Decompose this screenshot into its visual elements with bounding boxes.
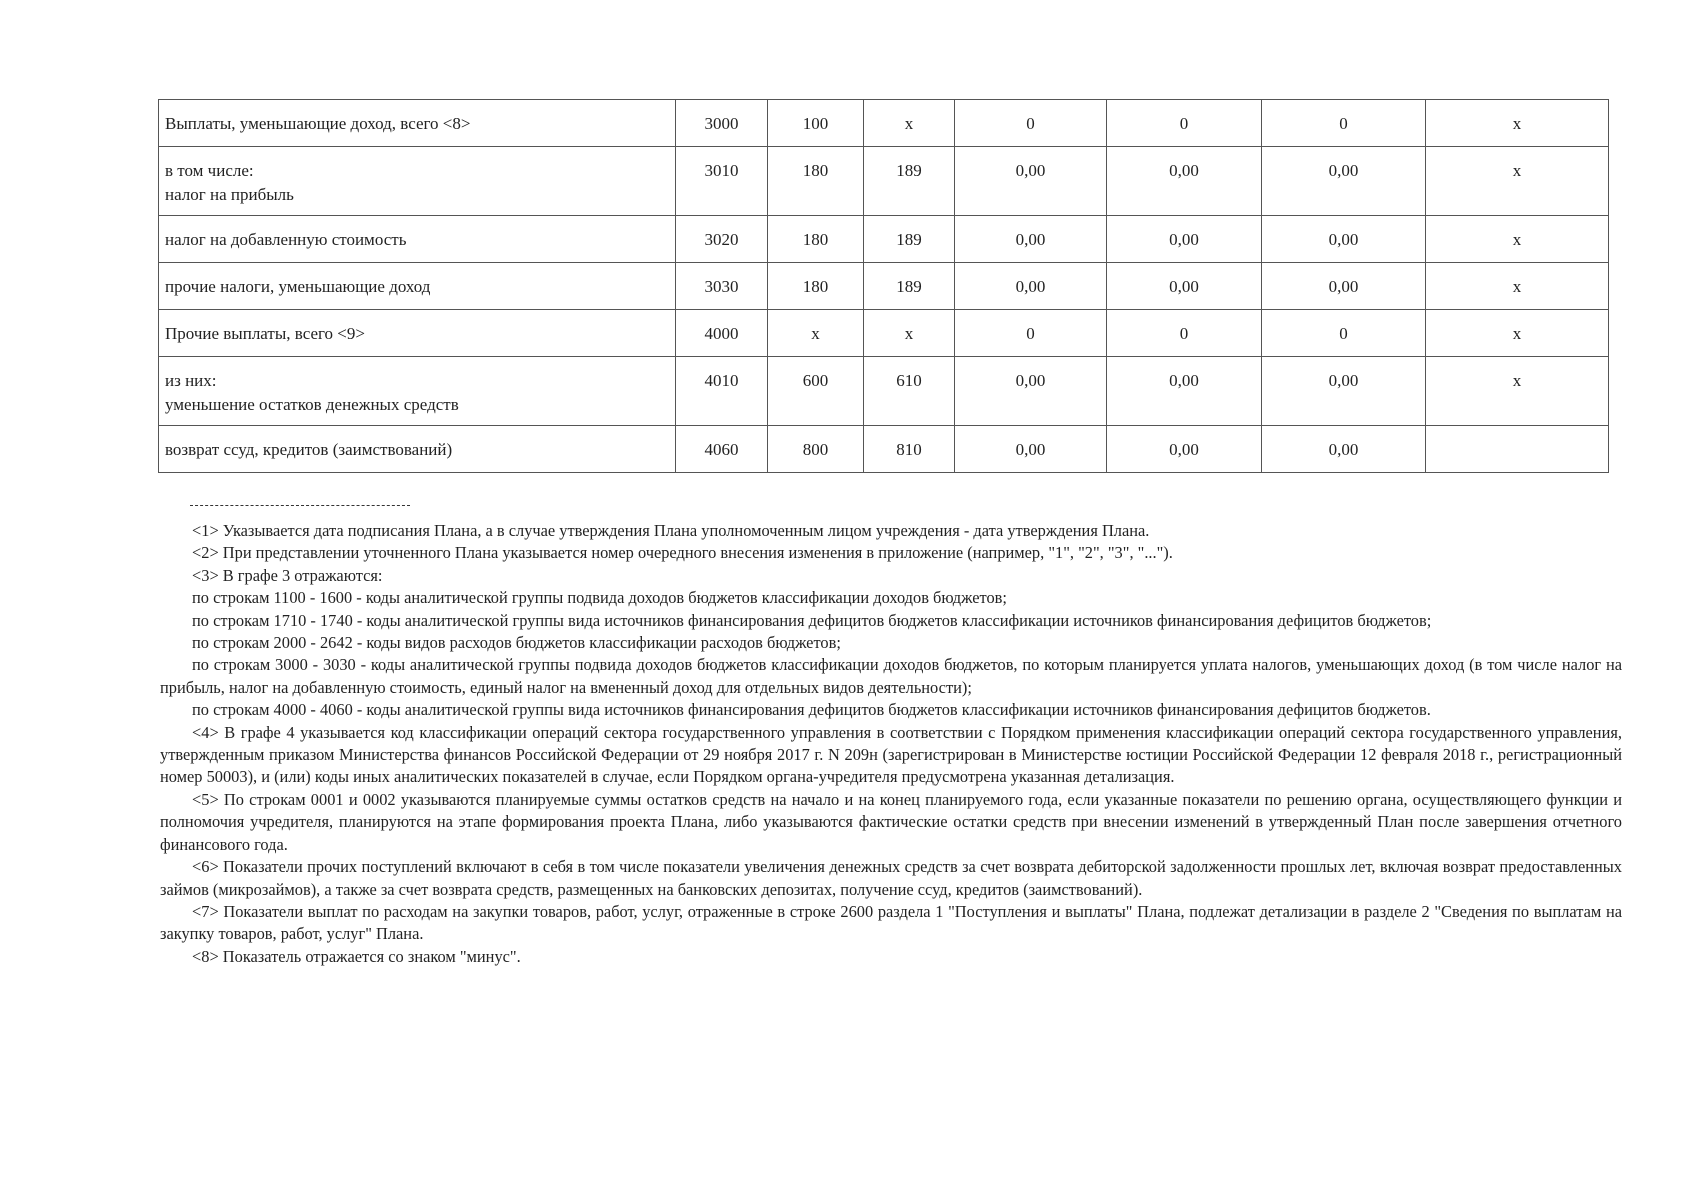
- footnote-5: <5> По строкам 0001 и 0002 указываются планируемые суммы остатков средств на начало и на конец планируемого года, если указанные показатели по решению органа, осуществляющего функции и полномочия учредителя, планируются на этапе формирования проекта Плана, либо указываются фактические остатки средств при внесении изменений в утвержденный План после завершения отчетного финансового года.: [160, 789, 1622, 854]
- row-name-cell: [159, 263, 676, 310]
- plan-table: [158, 99, 1609, 473]
- row-cell: 0,00: [955, 147, 1107, 216]
- row-cell: 800: [768, 426, 864, 473]
- row-cell: 0,00: [1107, 357, 1262, 426]
- footnote-4: <4> В графе 4 указывается код классификации операций сектора государственного управления в соответствии с Порядком применения классификации операций сектора государственного управления, утвержденным приказом Министерства финансов Российской Федерации от 29 ноября 2017 г. N 209н (зарегистрирован в Министерстве юстиции Российской Федерации 12 февраля 2018 г., регистрационный номер 50003), и (или) коды иных аналитических показателей в случае, если Порядком органа-учредителя предусмотрена указанная детализация.: [160, 722, 1622, 787]
- row-cell: x: [864, 100, 955, 147]
- table-row: [159, 147, 1609, 216]
- footnote-6: <6> Показатели прочих поступлений включают в себя в том числе показатели увеличения денежных средств за счет возврата дебиторской задолженности прошлых лет, включая возврат предоставленных займов (микрозаймов), а также за счет возврата средств, размещенных на банковских депозитах, получение ссуд, кредитов (заимствований).: [160, 857, 1622, 899]
- row-cell: 180: [768, 147, 864, 216]
- row-name-line: уменьшение остатков денежных средств: [165, 395, 459, 414]
- row-cell: x: [768, 310, 864, 357]
- row-code-cell: 4060: [676, 426, 768, 473]
- table-row: [159, 263, 1609, 310]
- footnote-7: <7> Показатели выплат по расходам на закупки товаров, работ, услуг, отраженные в строке 2600 раздела 1 "Поступления и выплаты" Плана, подлежат детализации в разделе 2 "Сведения по выплатам на закупку товаров, работ, услуг" Плана.: [160, 901, 1622, 944]
- row-cell: x: [1426, 263, 1609, 310]
- row-cell: 0,00: [1107, 426, 1262, 473]
- row-name-cell: [159, 426, 676, 473]
- row-cell: x: [1426, 310, 1609, 357]
- row-cell: x: [864, 310, 955, 357]
- row-name-cell: [159, 310, 676, 357]
- table-row: [159, 100, 1609, 147]
- footnote-3-item: по строкам 4000 - 4060 - коды аналитической группы вида источников финансирования дефицитов бюджетов классификации источников финансирования дефицитов бюджетов.: [192, 700, 1431, 720]
- row-cell: 0,00: [955, 357, 1107, 426]
- row-code-cell: 3000: [676, 100, 768, 147]
- row-name-line: в том числе:: [165, 161, 254, 180]
- footnote-separator: [190, 505, 410, 506]
- row-cell: 0: [1262, 310, 1426, 357]
- row-name-cell: [159, 216, 676, 263]
- row-cell: x: [1426, 147, 1609, 216]
- row-name-cell: [159, 147, 676, 216]
- row-name-cell: [159, 357, 676, 426]
- row-name-line: Выплаты, уменьшающие доход, всего <8>: [165, 114, 471, 133]
- row-name-line: из них:: [165, 371, 217, 390]
- plan-table-body: [159, 100, 1609, 473]
- row-cell: x: [1426, 100, 1609, 147]
- row-name-line: возврат ссуд, кредитов (заимствований): [165, 440, 453, 459]
- footnotes: [160, 520, 1622, 968]
- row-cell: x: [1426, 357, 1609, 426]
- row-cell: 0,00: [1262, 263, 1426, 310]
- row-cell: 0,00: [1107, 147, 1262, 216]
- row-cell: 0,00: [1107, 216, 1262, 263]
- table-row: [159, 426, 1609, 473]
- row-cell: 0,00: [1262, 426, 1426, 473]
- footnote-3-item: по строкам 2000 - 2642 - коды видов расходов бюджетов классификации расходов бюджетов;: [192, 633, 841, 653]
- row-cell: 0,00: [1262, 216, 1426, 263]
- row-cell: 180: [768, 263, 864, 310]
- row-cell: 189: [864, 147, 955, 216]
- table-row: [159, 310, 1609, 357]
- row-cell: 0: [1262, 100, 1426, 147]
- row-cell: 0: [1107, 100, 1262, 147]
- row-cell: 0: [955, 100, 1107, 147]
- row-cell: 0: [955, 310, 1107, 357]
- footnote-3-item: по строкам 3000 - 3030 - коды аналитической группы подвида доходов бюджетов классификации доходов бюджетов, по которым планируется уплата налогов, уменьшающих доход (в том числе налог на прибыль, налог на добавленную стоимость, единый налог на вмененный доход для отдельных видов деятельности);: [160, 655, 1622, 697]
- row-cell: 810: [864, 426, 955, 473]
- footnote-2: <2> При представлении уточненного Плана указывается номер очередного внесения изменения в приложение (например, "1", "2", "3", "...").: [192, 543, 1173, 563]
- row-cell: [1426, 426, 1609, 473]
- row-cell: 600: [768, 357, 864, 426]
- footnote-3-item: по строкам 1100 - 1600 - коды аналитической группы подвида доходов бюджетов классификации доходов бюджетов;: [192, 588, 1007, 608]
- row-cell: 0,00: [955, 216, 1107, 263]
- footnote-3-item: по строкам 1710 - 1740 - коды аналитической группы вида источников финансирования дефицитов бюджетов классификации источников финансирования дефицитов бюджетов;: [192, 610, 1432, 630]
- row-name-line: налог на прибыль: [165, 185, 294, 204]
- row-cell: 180: [768, 216, 864, 263]
- footnote-1: <1> Указывается дата подписания Плана, а в случае утверждения Плана уполномоченным лицом учреждения - дата утверждения Плана.: [192, 521, 1150, 540]
- row-code-cell: 4010: [676, 357, 768, 426]
- row-name-line: прочие налоги, уменьшающие доход: [165, 277, 431, 296]
- row-name-line: Прочие выплаты, всего <9>: [165, 324, 365, 343]
- row-cell: x: [1426, 216, 1609, 263]
- row-cell: 0,00: [1262, 357, 1426, 426]
- row-cell: 189: [864, 216, 955, 263]
- row-cell: 610: [864, 357, 955, 426]
- row-cell: 0,00: [955, 263, 1107, 310]
- row-code-cell: 3020: [676, 216, 768, 263]
- row-name-cell: [159, 100, 676, 147]
- row-code-cell: 3010: [676, 147, 768, 216]
- row-cell: 0,00: [1262, 147, 1426, 216]
- row-name-line: налог на добавленную стоимость: [165, 230, 407, 249]
- table-row: [159, 216, 1609, 263]
- row-cell: 0: [1107, 310, 1262, 357]
- row-cell: 100: [768, 100, 864, 147]
- table-row: [159, 357, 1609, 426]
- row-code-cell: 3030: [676, 263, 768, 310]
- row-cell: 0,00: [955, 426, 1107, 473]
- footnote-8: <8> Показатель отражается со знаком "минус".: [192, 946, 521, 966]
- row-cell: 0,00: [1107, 263, 1262, 310]
- row-cell: 189: [864, 263, 955, 310]
- footnote-3: <3> В графе 3 отражаются:: [192, 565, 383, 585]
- row-code-cell: 4000: [676, 310, 768, 357]
